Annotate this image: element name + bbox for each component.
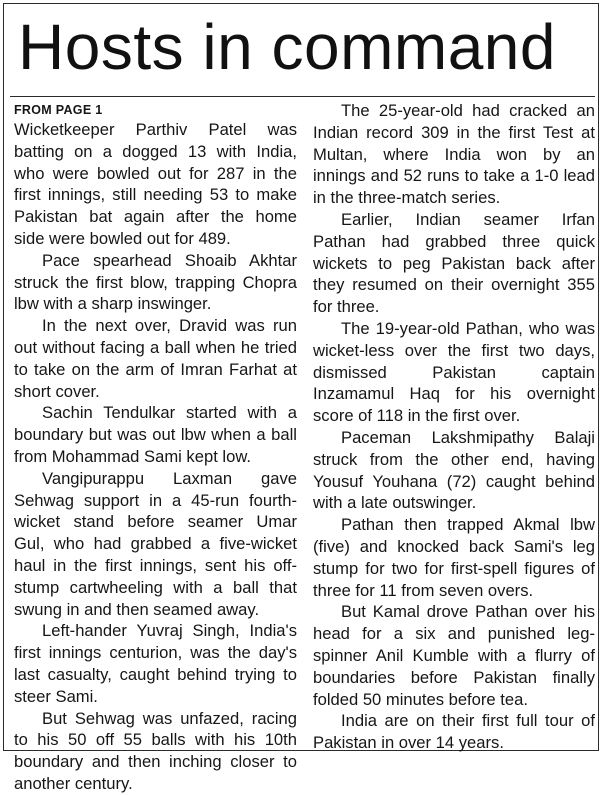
paragraph: Sachin Tendulkar started with a boundary but was out lbw when a ball from Mohammad Sami kept low. bbox=[14, 403, 297, 466]
paragraph: Wicketkeeper Parthiv Patel was batting on a dogged 13 with India, who were bowled out for 287 in the first innings, still needing 53 to make Pakistan bat again after the home side were bowled out for 489. bbox=[14, 120, 297, 248]
headline-divider bbox=[10, 96, 595, 97]
paragraph: But Kamal drove Pathan over his head for a six and punished leg-spinner Anil Kumble with a flurry of boundaries before Pakistan finally folded 50 minutes before tea. bbox=[313, 602, 595, 709]
paragraph: Pathan then trapped Akmal lbw (five) and knocked back Sami's leg stump for two for first-spell figures of three for 11 from seven overs. bbox=[313, 515, 595, 600]
right-column bbox=[313, 100, 595, 754]
paragraph: India are on their first full tour of Pakistan in over 14 years. bbox=[313, 711, 595, 753]
paragraph: In the next over, Dravid was run out without facing a ball when he tried to take on the arm of Imran Farhat at short cover. bbox=[14, 316, 297, 401]
paragraph: Vangipurappu Laxman gave Sehwag support in a 45-run fourth-wicket stand before seamer Umar Gul, who had grabbed a five-wicket haul in the first innings, sent his off-stump cartwheeling with a ball that swung in and then seamed away. bbox=[14, 468, 297, 619]
paragraph: Earlier, Indian seamer Irfan Pathan had grabbed three quick wickets to peg Pakistan back after they resumed on their overnight 355 for three. bbox=[313, 209, 595, 317]
headline: Hosts in command bbox=[18, 11, 556, 83]
kicker: FROM PAGE 1 bbox=[14, 103, 103, 117]
paragraph: Left-hander Yuvraj Singh, India's first innings centurion, was the day's last casualty, caught behind trying to steer Sami. bbox=[14, 621, 297, 706]
paragraph: But Sehwag was unfazed, racing to his 50 off 55 balls with his 10th boundary and then inching closer to another century. bbox=[14, 708, 297, 793]
paragraph: Paceman Lakshmipathy Balaji struck from the other end, having Yousuf Youhana (72) caught behind with a late outswinger. bbox=[313, 427, 595, 513]
left-column bbox=[14, 100, 297, 795]
paragraph: Pace spearhead Shoaib Akhtar struck the first blow, trapping Chopra lbw with a sharp inswinger. bbox=[14, 250, 297, 314]
paragraph: The 25-year-old had cracked an Indian record 309 in the first Test at Multan, where India won by an innings and 52 runs to take a 1-0 lead in the three-match series. bbox=[313, 101, 595, 208]
paragraph: The 19-year-old Pathan, who was wicket-less over the first two days, dismissed Pakistan captain Inzamamul Haq for his overnight score of 118 in the first over. bbox=[313, 318, 595, 426]
